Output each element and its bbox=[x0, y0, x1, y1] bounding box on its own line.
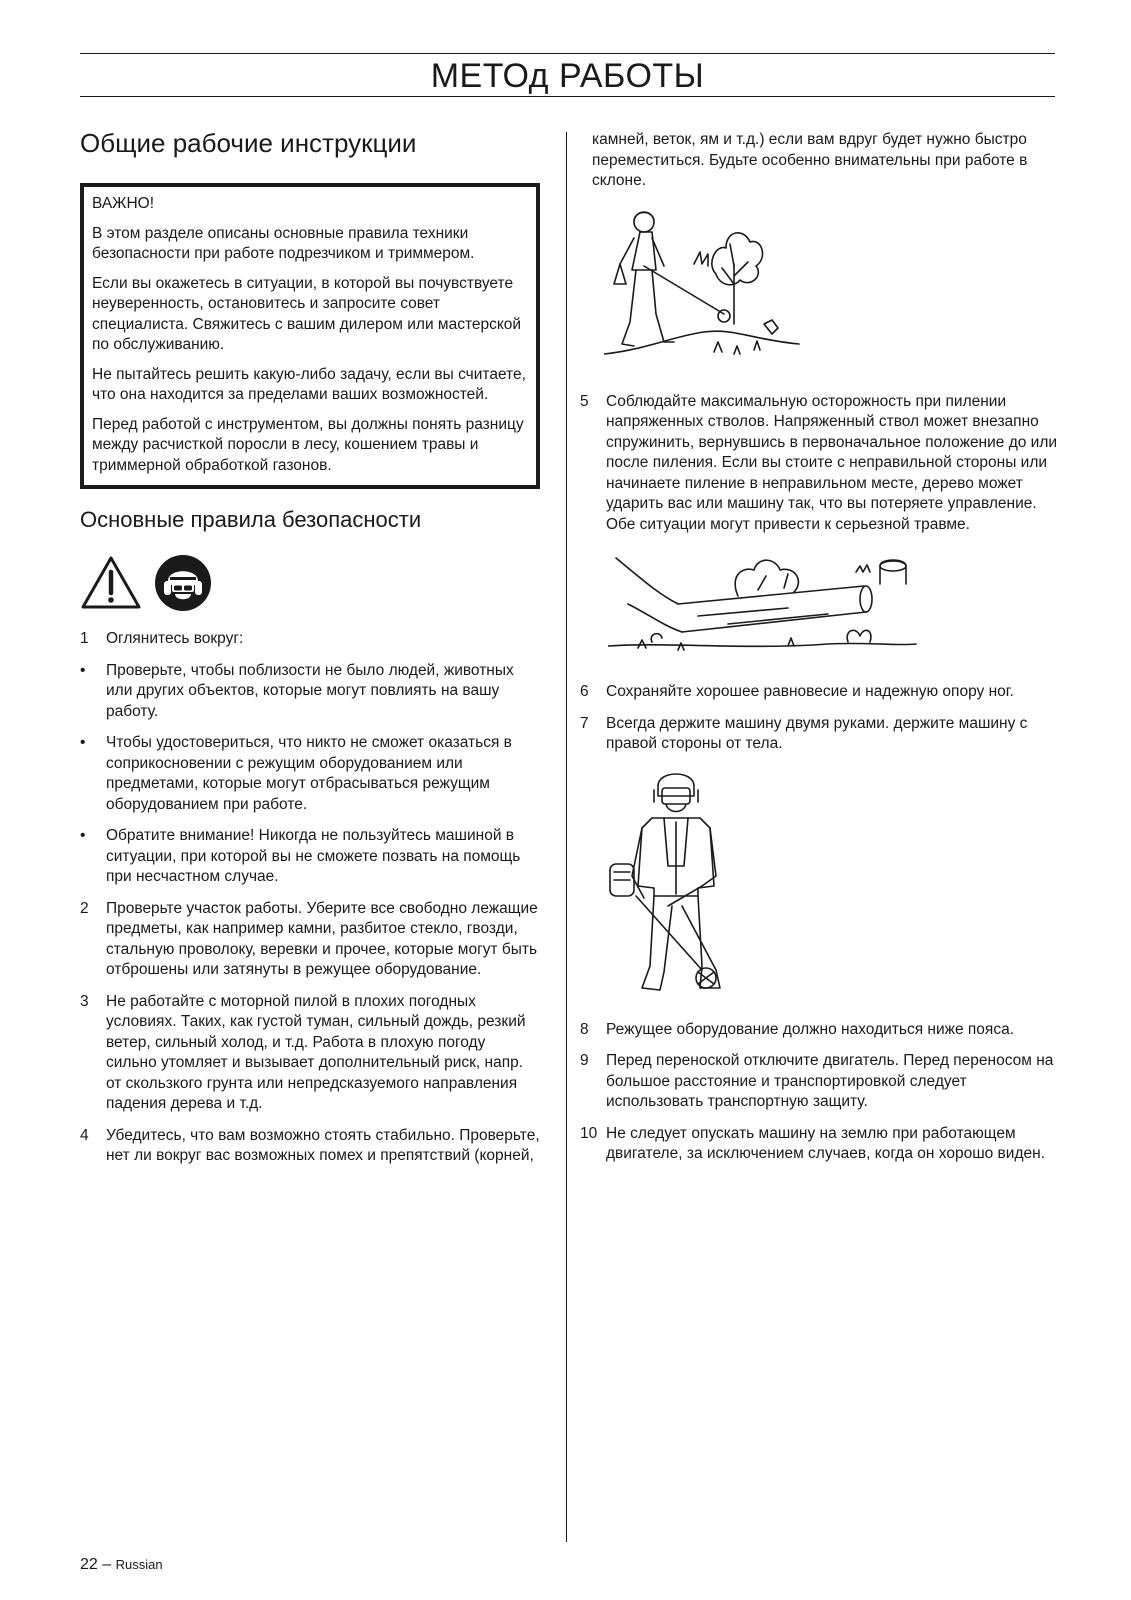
general-instructions-heading: Общие рабочие инструкции bbox=[80, 128, 417, 158]
left-column bbox=[80, 126, 540, 1178]
right-column bbox=[580, 130, 1060, 1176]
list-item: 9 Перед переноской отключите двигатель. Перед переносом на большое расстояние и транспортировкой следует использовать транспортную защиту. bbox=[580, 1052, 1054, 1110]
footer-dash: – bbox=[102, 1556, 112, 1573]
page-number: 22 bbox=[80, 1556, 98, 1573]
header-rule-bottom bbox=[80, 96, 1055, 97]
list-item: • Обратите внимание! Никогда не пользуйтесь машиной в ситуации, при которой вы не сможете позвать на помощь при несчастном случае. bbox=[80, 827, 521, 885]
list-item: • Проверьте, чтобы поблизости не было людей, животных или других объектов, которые могут повлиять на вашу работу. bbox=[80, 661, 514, 720]
list-item: • Чтобы удостовериться, что никто не сможет оказаться в соприкосновении с режущим оборудованием или предметами, которые могут отбрасываться режущим оборудованием при работе. bbox=[80, 734, 512, 813]
header-rule-top bbox=[80, 53, 1055, 54]
list-item: 7 Всегда держите машину двумя руками. держите машину с правой стороны от тела. bbox=[580, 714, 1028, 752]
important-paragraph: В этом разделе описаны основные правила техники безопасности при работе подрезчиком и триммером. bbox=[92, 224, 475, 262]
list-item: 8 Режущее оборудование должно находиться ниже пояса. bbox=[580, 1020, 1014, 1038]
important-paragraph: Не пытайтесь решить какую-либо задачу, если вы считаете, что она находится за пределами ваших возможностей. bbox=[92, 365, 526, 403]
important-paragraph: Если вы окажетесь в ситуации, в которой вы почувствуете неуверенность, остановитесь и запросите совет специалиста. Свяжитесь с вашим дилером или мастерской по обслуживанию. bbox=[92, 274, 522, 353]
list-item: 1 Оглянитесь вокруг: bbox=[80, 630, 244, 647]
list-item: 5 Соблюдайте максимальную осторожность при пилении напряженных стволов. Напряженный ствол может внезапно спружинить, вернувшись в первоначальное положение до или после пиления. Если вы стоите с неправильной стороны или начинаете пиление в неправильном месте, дерево может ударить вас или машину так, что вы потеряете управление. Обе ситуации могут привести к серьезной травме. bbox=[580, 392, 1058, 533]
safety-symbols bbox=[80, 553, 540, 613]
list-item-continuation: камней, веток, ям и т.д.) если вам вдруг будет нужно быстро переместиться. Будьте особенно внимательны при работе в склоне. bbox=[592, 131, 1028, 189]
list-item: 10 Не следует опускать машину на землю при работающем двигателе, за исключением случаев, когда он хорошо виден. bbox=[580, 1124, 1045, 1162]
page-footer bbox=[80, 1556, 163, 1574]
important-paragraph: Перед работой с инструментом, вы должны понять разницу между расчисткой поросли в лесу, кошением травы и триммерной обработкой газонов. bbox=[92, 415, 524, 474]
safety-rules-heading: Основные правила безопасности bbox=[80, 507, 422, 532]
important-label: ВАЖНО! bbox=[92, 195, 155, 212]
footer-language: Russian bbox=[115, 1557, 163, 1572]
list-item: 4 Убедитесь, что вам возможно стоять стабильно. Проверьте, нет ли вокруг вас возможных помех и препятствий (корней, bbox=[80, 1126, 540, 1164]
list-item: 2 Проверьте участок работы. Уберите все свободно лежащие предметы, как например камни, разбитое стекло, гвозди, стальную проволоку, веревки и прочее, которые могут быть отброшены или затянуты в режущее оборудование. bbox=[80, 899, 538, 978]
column-divider bbox=[566, 132, 567, 1542]
page-title: МЕТОд РАБОТЫ bbox=[430, 57, 705, 95]
trimmer-on-slope-illustration bbox=[604, 204, 804, 374]
list-item: 3 Не работайте с моторной пилой в плохих погодных условиях. Таких, как густой туман, сильный дождь, резкий ветер, сильный холод, и т.д. Работа в плохую погоду сильно утомляет и вызывает дополнительный риск, напр. от скользкого грунта или непредсказуемого направления падения дерева и т.д. bbox=[80, 992, 526, 1112]
warning-triangle-icon bbox=[80, 555, 142, 611]
list-item: 6 Сохраняйте хорошее равновесие и надежную опору ног. bbox=[580, 683, 1014, 700]
operator-holding-trimmer-illustration bbox=[606, 766, 746, 1006]
tensioned-trunk-illustration bbox=[608, 546, 918, 666]
protective-equipment-icon bbox=[154, 554, 212, 612]
important-notice-box bbox=[80, 183, 540, 489]
